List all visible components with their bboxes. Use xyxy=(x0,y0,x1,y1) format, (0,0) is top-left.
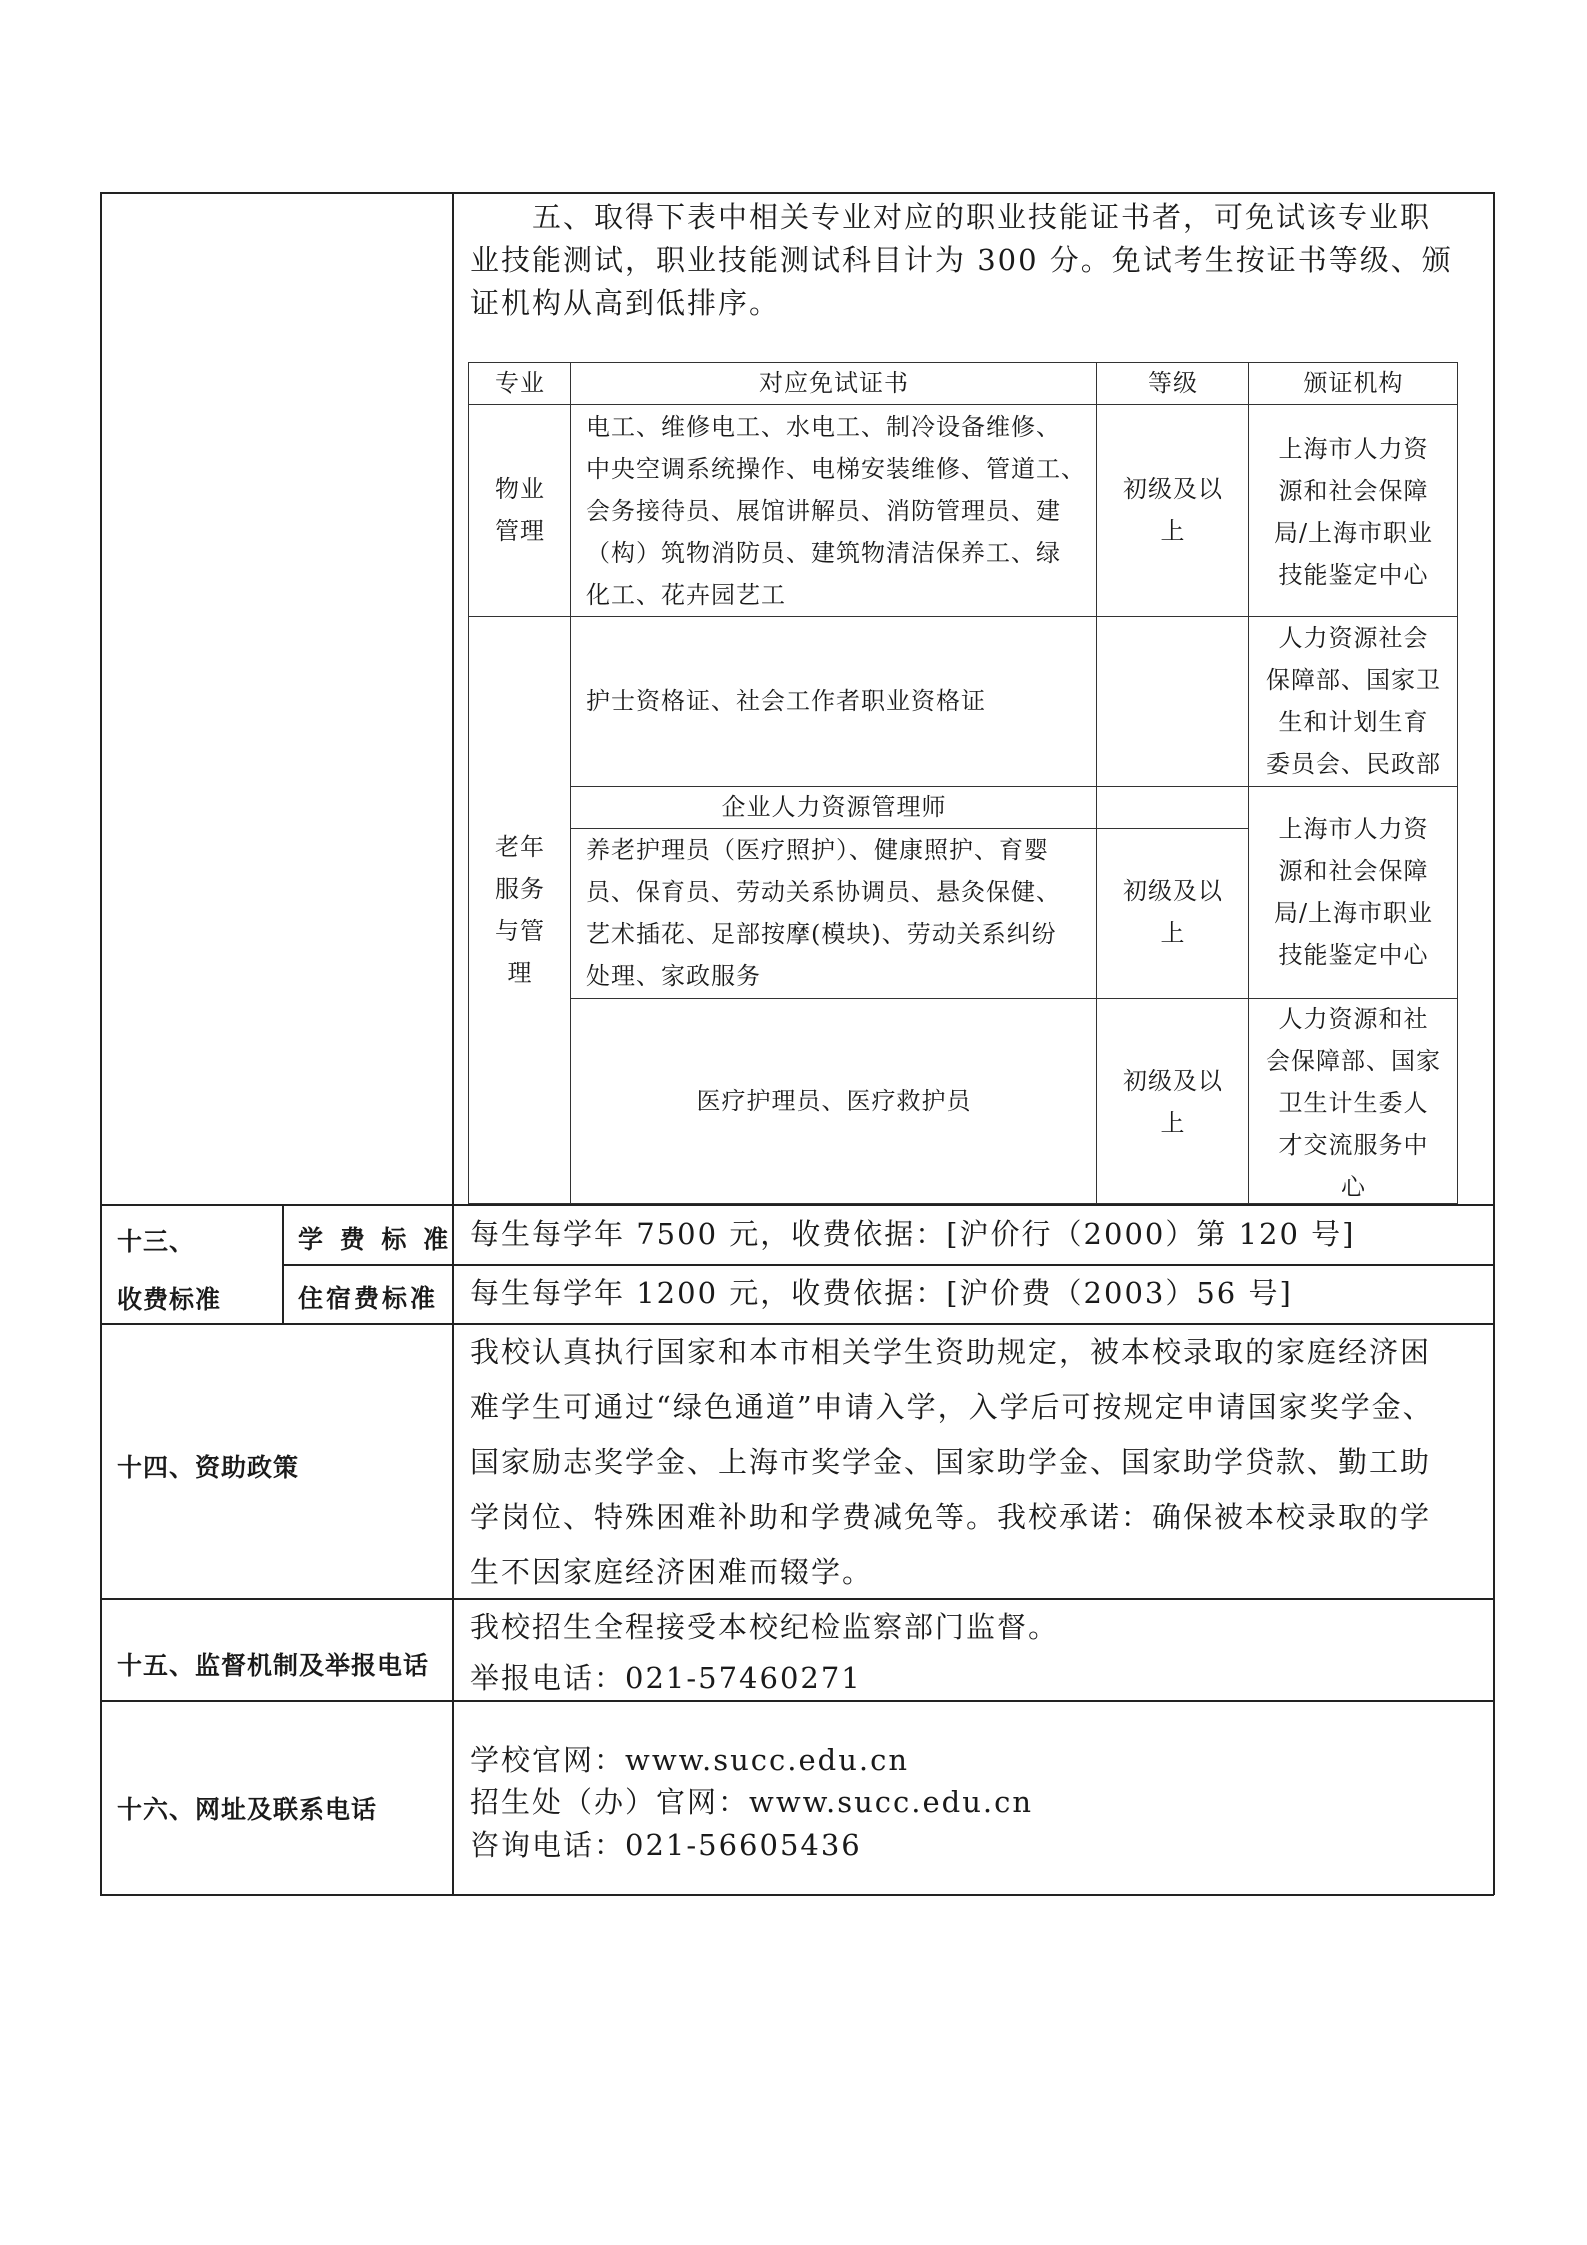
section5-line-3: 证机构从高到低排序。 xyxy=(470,286,781,320)
aid-line: 我校认真执行国家和本市相关学生资助规定，被本校录取的家庭经济困 xyxy=(470,1335,1432,1369)
property-certs xyxy=(586,406,1092,616)
aid-line: 生不因家庭经济困难而辍学。 xyxy=(470,1555,874,1589)
property-issuer-line: 技能鉴定中心 xyxy=(1278,561,1429,589)
cert-col-major-divider xyxy=(570,362,571,1204)
elderly-row4-issuer-line: 会保障部、国家 xyxy=(1266,1047,1441,1075)
aid-body xyxy=(470,1331,1490,1606)
elderly-row4-cert: 医疗护理员、医疗救护员 xyxy=(696,1087,972,1115)
cert-header-level: 等级 xyxy=(1148,369,1198,397)
aid-line: 学岗位、特殊困难补助和学费减免等。我校承诺：确保被本校录取的学 xyxy=(470,1500,1432,1534)
dorm-text: 每生每学年 1200 元，收费依据：[沪价费（2003）56 号] xyxy=(470,1276,1293,1310)
outer-right-border xyxy=(1493,192,1495,1895)
elderly-row23-issuer-line: 上海市人力资 xyxy=(1278,815,1429,843)
elderly-row3-level-line: 初级及以 xyxy=(1123,877,1223,905)
row-sep-aid-top xyxy=(100,1323,1494,1325)
cert-table-left xyxy=(468,362,469,1204)
property-level-line: 上 xyxy=(1160,517,1186,545)
elderly-row4-issuer xyxy=(1250,998,1457,1208)
property-issuer-line: 局/上海市职业 xyxy=(1273,519,1434,547)
phone-line: 咨询电话：021-56605436 xyxy=(470,1828,862,1862)
property-level xyxy=(1098,468,1248,552)
elderly-row4-level-line: 上 xyxy=(1160,1109,1186,1137)
property-issuer-line: 上海市人力资 xyxy=(1278,435,1429,463)
elderly-major-line: 理 xyxy=(507,959,533,987)
dorm-label: 住宿费标准 xyxy=(298,1284,439,1313)
cert-header-cert: 对应免试证书 xyxy=(759,369,909,397)
elderly-row4-issuer-line: 卫生计生委人 xyxy=(1278,1089,1429,1117)
section5-line-1: 五、取得下表中相关专业对应的职业技能证书者，可免试该专业职 xyxy=(532,200,1432,234)
aid-line: 难学生可通过“绿色通道”申请入学，入学后可按规定申请国家奖学金、 xyxy=(470,1390,1434,1424)
cert-col-cert-divider xyxy=(1096,362,1097,1204)
admissions-website-line: 招生处（办）官网：www.succ.edu.cn xyxy=(470,1785,1034,1819)
property-major-line: 管理 xyxy=(495,517,545,545)
cert-col-level-divider xyxy=(1248,362,1249,1204)
elderly-row1-issuer-line: 委员会、民政部 xyxy=(1266,750,1441,778)
cert-header-sep xyxy=(468,404,1458,405)
elderly-major-line: 服务 xyxy=(495,875,545,903)
elderly-row1-issuer-line: 人力资源社会 xyxy=(1278,624,1429,652)
outer-left-border xyxy=(100,192,102,1895)
elderly-row3-cert-line: 艺术插花、足部按摩(模块)、劳动关系纠纷 xyxy=(586,920,1057,948)
supervision-label: 十五、监督机制及举报电话 xyxy=(117,1651,430,1680)
elderly-row23-issuer xyxy=(1250,808,1457,976)
website-line: 学校官网：www.succ.edu.cn xyxy=(470,1743,910,1777)
aid-line: 国家励志奖学金、上海市奖学金、国家助学金、国家助学贷款、勤工助 xyxy=(470,1445,1432,1479)
row-sep-fees-mid xyxy=(282,1264,1494,1266)
elderly-row1-cert: 护士资格证、社会工作者职业资格证 xyxy=(586,687,986,715)
property-major-line: 物业 xyxy=(495,475,545,503)
elderly-major-line: 老年 xyxy=(495,833,545,861)
elderly-row3-cert-line: 养老护理员（医疗照护）、健康照护、育婴 xyxy=(586,836,1049,864)
elderly-major-line: 与管 xyxy=(495,917,545,945)
elderly-row1-issuer-line: 生和计划生育 xyxy=(1278,708,1429,736)
tuition-text: 每生每学年 7500 元，收费依据：[沪价行（2000）第 120 号] xyxy=(470,1217,1356,1251)
elderly-major xyxy=(470,826,570,994)
supervision-line-1: 我校招生全程接受本校纪检监察部门监督。 xyxy=(470,1610,1060,1644)
tuition-label: 学 费 标 准 xyxy=(298,1225,453,1254)
elderly-row3-level xyxy=(1098,870,1248,954)
elderly-row3-level-line: 上 xyxy=(1160,919,1186,947)
fees-subcolumn-divider xyxy=(282,1204,284,1324)
section5-line-2: 业技能测试，职业技能测试科目计为 300 分。免试考生按证书等级、颁 xyxy=(470,243,1453,277)
property-major xyxy=(470,468,570,552)
elderly-row4-level xyxy=(1098,1060,1248,1144)
property-cert-line: 电工、维修电工、水电工、制冷设备维修、 xyxy=(586,413,1061,441)
cert-table-right xyxy=(1457,362,1458,1204)
fees-label-line-2: 收费标准 xyxy=(117,1285,222,1314)
elderly-row3-cert-line: 员、保育员、劳动关系协调员、悬灸保健、 xyxy=(586,878,1061,906)
elderly-row23-issuer-line: 技能鉴定中心 xyxy=(1278,941,1429,969)
elderly-row1-issuer-line: 保障部、国家卫 xyxy=(1266,666,1441,694)
property-cert-line: （构）筑物消防员、建筑物清洁保养工、绿 xyxy=(586,539,1061,567)
elderly-row1-issuer xyxy=(1250,617,1457,785)
elderly-row3-cert-line: 处理、家政服务 xyxy=(586,962,761,990)
label-column-divider xyxy=(452,192,454,1895)
cert-header-issuer: 颁证机构 xyxy=(1303,369,1404,397)
property-cert-line: 化工、花卉园艺工 xyxy=(586,581,786,609)
property-level-line: 初级及以 xyxy=(1123,475,1223,503)
outer-top-border xyxy=(100,192,1494,194)
outer-bottom-border xyxy=(100,1894,1494,1896)
cert-header-major: 专业 xyxy=(495,369,545,397)
fees-label-line-1: 十三、 xyxy=(117,1227,196,1256)
property-issuer-line: 源和社会保障 xyxy=(1278,477,1429,505)
elderly-row3-certs xyxy=(586,829,1092,997)
property-cert-line: 中央空调系统操作、电梯安装维修、管道工、 xyxy=(586,455,1086,483)
elderly-row4-issuer-line: 心 xyxy=(1341,1173,1366,1201)
supervision-line-2: 举报电话：021-57460271 xyxy=(470,1661,862,1695)
elderly-row4-issuer-line: 人力资源和社 xyxy=(1278,1005,1429,1033)
contact-label: 十六、网址及联系电话 xyxy=(117,1795,378,1824)
row-sep-contact-top xyxy=(100,1700,1494,1702)
elderly-row4-issuer-line: 才交流服务中 xyxy=(1278,1131,1429,1159)
elderly-row2-cert: 企业人力资源管理师 xyxy=(721,793,947,821)
elderly-row23-issuer-line: 源和社会保障 xyxy=(1278,857,1429,885)
property-issuer xyxy=(1250,428,1457,596)
elderly-row23-issuer-line: 局/上海市职业 xyxy=(1273,899,1434,927)
aid-label: 十四、资助政策 xyxy=(117,1453,300,1482)
elderly-row4-level-line: 初级及以 xyxy=(1123,1067,1223,1095)
property-cert-line: 会务接待员、展馆讲解员、消防管理员、建 xyxy=(586,497,1061,525)
